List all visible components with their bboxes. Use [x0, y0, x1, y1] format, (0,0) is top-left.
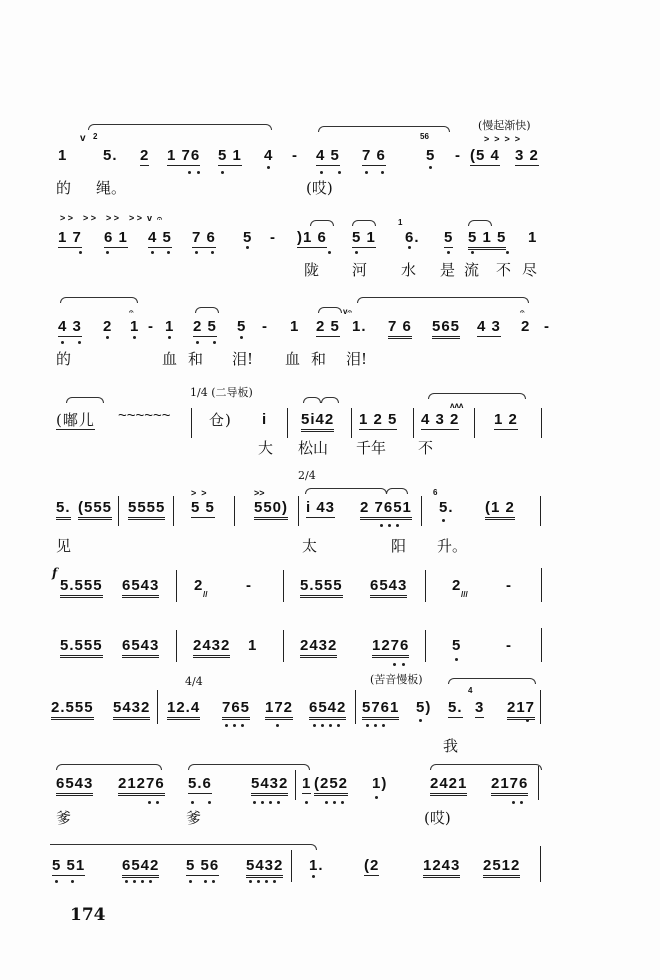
- low-dot: [325, 801, 328, 804]
- low-dot: [273, 880, 276, 883]
- low-dot: [151, 251, 154, 254]
- note: 5.: [56, 500, 71, 520]
- note: 2 5: [193, 318, 217, 335]
- accent-marks: > > > > > > > > v 𝄐: [60, 213, 163, 223]
- phrase-slur: [357, 297, 529, 303]
- low-dot: [221, 171, 224, 174]
- tie-slur: [318, 307, 342, 313]
- low-dot: [402, 663, 405, 666]
- phrase-slur: [428, 393, 526, 399]
- meter-annotation: 1/4 (二导板): [190, 386, 253, 399]
- note: )1 6: [297, 229, 327, 246]
- note: 6543: [122, 578, 159, 598]
- low-dot: [381, 171, 384, 174]
- note: 1: [165, 318, 175, 335]
- low-dot: [191, 801, 194, 804]
- note: i 43: [306, 499, 336, 516]
- low-dot: [188, 171, 191, 174]
- lyric: 是: [440, 261, 456, 279]
- barline: [541, 628, 542, 662]
- page-number: 174: [70, 905, 106, 925]
- low-dot: [233, 724, 236, 727]
- phrase-slur: [50, 844, 317, 850]
- accent-marks: > > > >: [484, 134, 521, 144]
- lyric: 见: [56, 537, 72, 555]
- low-dot: [429, 166, 432, 169]
- low-dot: [374, 724, 377, 727]
- note: 5 1: [218, 147, 242, 164]
- barline: [295, 770, 296, 800]
- low-dot: [211, 251, 214, 254]
- accent-marks: >>: [254, 488, 265, 498]
- note: 2: [194, 577, 204, 594]
- note: 1: [290, 318, 300, 335]
- lyric: 我: [443, 737, 459, 755]
- barline: [413, 408, 414, 438]
- low-dot: [241, 724, 244, 727]
- note: 4 3 2: [421, 411, 460, 428]
- note: 1: [302, 775, 312, 792]
- note: 2512: [483, 858, 520, 878]
- lyric: (哎): [424, 809, 451, 827]
- note: 5432: [113, 700, 150, 720]
- low-dot: [380, 524, 383, 527]
- note: 5 1: [352, 229, 376, 246]
- low-dot: [375, 796, 378, 799]
- low-dot: [365, 171, 368, 174]
- note: 6543: [370, 578, 407, 598]
- note: 1 2: [494, 411, 518, 428]
- low-dot: [133, 336, 136, 339]
- note: (5 4: [470, 147, 500, 164]
- low-dot: [408, 246, 411, 249]
- barline: [191, 408, 192, 438]
- dash: -: [455, 147, 461, 164]
- lyric: 泪!: [346, 350, 368, 368]
- note: 1: [528, 229, 538, 246]
- lyric: 的: [56, 350, 72, 368]
- note: 5432: [251, 776, 288, 796]
- note: 1.: [309, 857, 324, 874]
- note: 5i42: [301, 412, 334, 432]
- note: 7 6: [388, 319, 412, 339]
- dash: -: [506, 577, 512, 594]
- note: 5.: [439, 499, 454, 516]
- barline: [425, 630, 426, 662]
- accent-marks: > >: [191, 488, 207, 498]
- barline: [173, 496, 174, 526]
- barline: [425, 570, 426, 602]
- note: (2: [364, 857, 380, 874]
- note: 5: [426, 147, 436, 164]
- note: 5: [243, 229, 253, 246]
- note: 5 51: [52, 857, 86, 874]
- tie-slur: [468, 220, 492, 226]
- phrase-slur: [60, 297, 138, 303]
- barline: [351, 408, 352, 438]
- note: 1.: [352, 318, 367, 335]
- tie-slur: [66, 397, 104, 403]
- note: 4 3: [477, 318, 501, 335]
- low-dot: [141, 880, 144, 883]
- lyric: 陇: [304, 261, 320, 279]
- note: 5: [452, 637, 462, 654]
- lyric: 尽: [522, 261, 538, 279]
- lyric: 千年: [356, 439, 387, 457]
- low-dot: [355, 251, 358, 254]
- note: 565: [432, 319, 460, 339]
- low-dot: [341, 801, 344, 804]
- note: 1): [372, 775, 388, 792]
- note: 6542: [122, 858, 159, 878]
- grace-note: 56: [420, 132, 429, 141]
- note: 550): [254, 500, 288, 520]
- lyric: 泪!: [232, 350, 254, 368]
- phrase-slur: [430, 764, 542, 770]
- note: 1 2 5: [359, 411, 398, 428]
- note: 217: [507, 700, 535, 720]
- low-dot: [506, 251, 509, 254]
- lyric: 爹: [186, 809, 202, 827]
- barline: [176, 570, 177, 602]
- note: 5432: [246, 858, 283, 878]
- note: (555: [78, 500, 112, 520]
- percussion-syllable: 仓): [209, 411, 232, 429]
- tempo-annotation: (苦音慢板): [370, 673, 423, 686]
- phrase-slur: [88, 124, 272, 130]
- note: 2: [521, 318, 531, 335]
- barline: [541, 568, 542, 602]
- note: 2: [103, 318, 113, 335]
- fermata-icon: 𝄐: [129, 307, 134, 316]
- low-dot: [249, 880, 252, 883]
- low-dot: [133, 880, 136, 883]
- low-dot: [305, 801, 308, 804]
- barline: [298, 496, 299, 526]
- note: 4 3: [58, 318, 82, 335]
- lyric: 流: [464, 261, 480, 279]
- note: 6543: [56, 776, 93, 796]
- note: 4 5: [316, 147, 340, 164]
- low-dot: [520, 801, 523, 804]
- grace-note: 4: [468, 686, 473, 695]
- low-dot: [447, 251, 450, 254]
- tie-slur: [303, 397, 321, 403]
- lyric: 水: [401, 261, 417, 279]
- low-dot: [246, 246, 249, 249]
- barline: [283, 570, 284, 602]
- tie-slur: [310, 220, 334, 226]
- lyric: 绳。: [96, 179, 127, 197]
- low-dot: [471, 251, 474, 254]
- barline: [291, 850, 292, 882]
- low-dot: [312, 875, 315, 878]
- lyric: (哎): [306, 179, 333, 197]
- note: i: [262, 411, 268, 428]
- tie-slur: [321, 397, 339, 403]
- note: 12.4: [167, 700, 200, 720]
- low-dot: [276, 724, 279, 727]
- meter-annotation: 4/4: [185, 675, 203, 688]
- low-dot: [313, 724, 316, 727]
- tie-slur: [195, 307, 219, 313]
- note: 5.555: [60, 578, 103, 598]
- note: 4 5: [148, 229, 172, 246]
- note: 5.6: [188, 775, 212, 792]
- note: 6543: [122, 638, 159, 658]
- lyric: 太: [302, 537, 318, 555]
- barline: [540, 496, 541, 526]
- low-dot: [277, 801, 280, 804]
- note: 5 5: [191, 499, 215, 516]
- note: 5: [237, 318, 247, 335]
- grace-note: 1: [398, 218, 403, 227]
- note: 2421: [430, 776, 467, 796]
- low-dot: [55, 880, 58, 883]
- barline: [538, 766, 539, 800]
- low-dot: [419, 719, 422, 722]
- wavy-line: ~~~~~~: [118, 407, 171, 424]
- tremolo-mark: //: [203, 590, 208, 599]
- lyric: 血: [162, 350, 178, 368]
- low-dot: [333, 801, 336, 804]
- tie-slur: [386, 488, 408, 494]
- low-dot: [213, 341, 216, 344]
- low-dot: [396, 524, 399, 527]
- barline: [474, 408, 475, 438]
- low-dot: [106, 336, 109, 339]
- tie-slur: [352, 220, 376, 226]
- low-dot: [269, 801, 272, 804]
- low-dot: [328, 251, 331, 254]
- low-dot: [225, 724, 228, 727]
- vocal-interjection: (嘟儿: [56, 411, 95, 429]
- tempo-annotation: (慢起渐快): [478, 119, 531, 132]
- note: 1 7: [58, 229, 82, 246]
- note: 5555: [128, 500, 165, 520]
- note: 172: [265, 700, 293, 720]
- low-dot: [265, 880, 268, 883]
- phrase-slur: [305, 488, 387, 494]
- low-dot: [167, 251, 170, 254]
- note: 765: [222, 700, 250, 720]
- low-dot: [197, 171, 200, 174]
- dash: -: [148, 318, 154, 335]
- note: 2432: [300, 638, 337, 658]
- meter-annotation: 2/4: [298, 469, 316, 482]
- note: 5: [444, 229, 454, 246]
- dash: -: [544, 318, 550, 335]
- note: 2 7651: [360, 500, 412, 520]
- low-dot: [189, 880, 192, 883]
- low-dot: [156, 801, 159, 804]
- phrase-slur: [188, 764, 310, 770]
- note: (252: [314, 776, 348, 796]
- barline: [541, 408, 542, 438]
- note: 3 2: [515, 147, 539, 164]
- low-dot: [240, 336, 243, 339]
- low-dot: [388, 524, 391, 527]
- lyric: 河: [352, 261, 368, 279]
- low-dot: [321, 724, 324, 727]
- note: 2432: [193, 638, 230, 658]
- lyric: 阳: [391, 537, 407, 555]
- note: 5 56: [186, 857, 220, 874]
- barline: [176, 630, 177, 662]
- note: 1276: [372, 638, 409, 658]
- low-dot: [526, 719, 529, 722]
- low-dot: [393, 663, 396, 666]
- breath-fermata-icon: v𝄐: [343, 307, 352, 316]
- lyric: 的: [56, 179, 72, 197]
- lyric: 升。: [437, 537, 468, 555]
- note: 21276: [118, 776, 165, 796]
- note: 7 6: [362, 147, 386, 164]
- note: 5.555: [300, 578, 343, 598]
- phrase-slur: [56, 764, 162, 770]
- low-dot: [366, 724, 369, 727]
- low-dot: [208, 801, 211, 804]
- low-dot: [78, 341, 81, 344]
- lyric: 大: [258, 439, 274, 457]
- lyric: 血: [285, 350, 301, 368]
- note: 2 5: [316, 318, 340, 335]
- trill-mark: ᴧᴧᴧ: [450, 401, 464, 410]
- dash: -: [262, 318, 268, 335]
- lyric: 和: [188, 350, 204, 368]
- barline: [421, 496, 422, 526]
- low-dot: [125, 880, 128, 883]
- low-dot: [204, 880, 207, 883]
- grace-note: 6: [433, 488, 438, 497]
- barline: [157, 690, 158, 724]
- low-dot: [195, 251, 198, 254]
- low-dot: [61, 341, 64, 344]
- low-dot: [71, 880, 74, 883]
- low-dot: [442, 519, 445, 522]
- low-dot: [106, 251, 109, 254]
- low-dot: [338, 171, 341, 174]
- note: 5761: [362, 700, 399, 720]
- low-dot: [267, 166, 270, 169]
- note: 2: [452, 577, 462, 594]
- note: 2176: [491, 776, 528, 796]
- low-dot: [149, 880, 152, 883]
- dash: -: [292, 147, 298, 164]
- barline: [355, 690, 356, 724]
- low-dot: [382, 724, 385, 727]
- low-dot: [212, 880, 215, 883]
- note: 7 6: [192, 229, 216, 246]
- low-dot: [329, 724, 332, 727]
- dash: -: [270, 229, 276, 246]
- low-dot: [253, 801, 256, 804]
- note: 1: [248, 637, 258, 654]
- note: 6542: [309, 700, 346, 720]
- note: 5.: [103, 147, 118, 164]
- note: 5 1 5: [468, 230, 506, 250]
- dash: -: [506, 637, 512, 654]
- dynamic-forte: f: [52, 566, 58, 580]
- lyric: 爹: [56, 809, 72, 827]
- dash: -: [246, 577, 252, 594]
- low-dot: [337, 724, 340, 727]
- low-dot: [196, 341, 199, 344]
- low-dot: [512, 801, 515, 804]
- barline: [540, 690, 541, 724]
- note: 1: [58, 147, 68, 164]
- barline: [118, 496, 119, 526]
- barline: [287, 408, 288, 438]
- note: (1 2: [485, 500, 515, 520]
- low-dot: [257, 880, 260, 883]
- note: 1: [130, 318, 140, 335]
- note: 2.555: [51, 700, 94, 720]
- breath-mark: v: [80, 133, 86, 144]
- note: 5.: [448, 699, 463, 716]
- lyric: 不: [496, 261, 512, 279]
- note: 1243: [423, 858, 460, 878]
- low-dot: [79, 251, 82, 254]
- barline: [234, 496, 235, 526]
- lyric: 松山: [298, 439, 329, 457]
- lyric: 和: [311, 350, 327, 368]
- low-dot: [168, 336, 171, 339]
- low-dot: [320, 171, 323, 174]
- barline: [283, 630, 284, 662]
- barline: [540, 846, 541, 882]
- note: 5.555: [60, 638, 103, 658]
- note: 6.: [405, 229, 420, 246]
- grace-note: 2: [93, 132, 98, 141]
- note: 5): [416, 699, 432, 716]
- note: 3: [475, 699, 485, 716]
- fermata-icon: 𝄐: [520, 307, 525, 316]
- low-dot: [261, 801, 264, 804]
- note: 4: [264, 147, 274, 164]
- phrase-slur: [318, 126, 450, 132]
- note: 2: [140, 147, 150, 164]
- low-dot: [455, 658, 458, 661]
- lyric: 不: [418, 439, 434, 457]
- phrase-slur: [448, 678, 536, 684]
- note: 1 76: [167, 147, 201, 164]
- tremolo-mark: ///: [461, 590, 468, 599]
- low-dot: [148, 801, 151, 804]
- note: 6 1: [104, 229, 128, 246]
